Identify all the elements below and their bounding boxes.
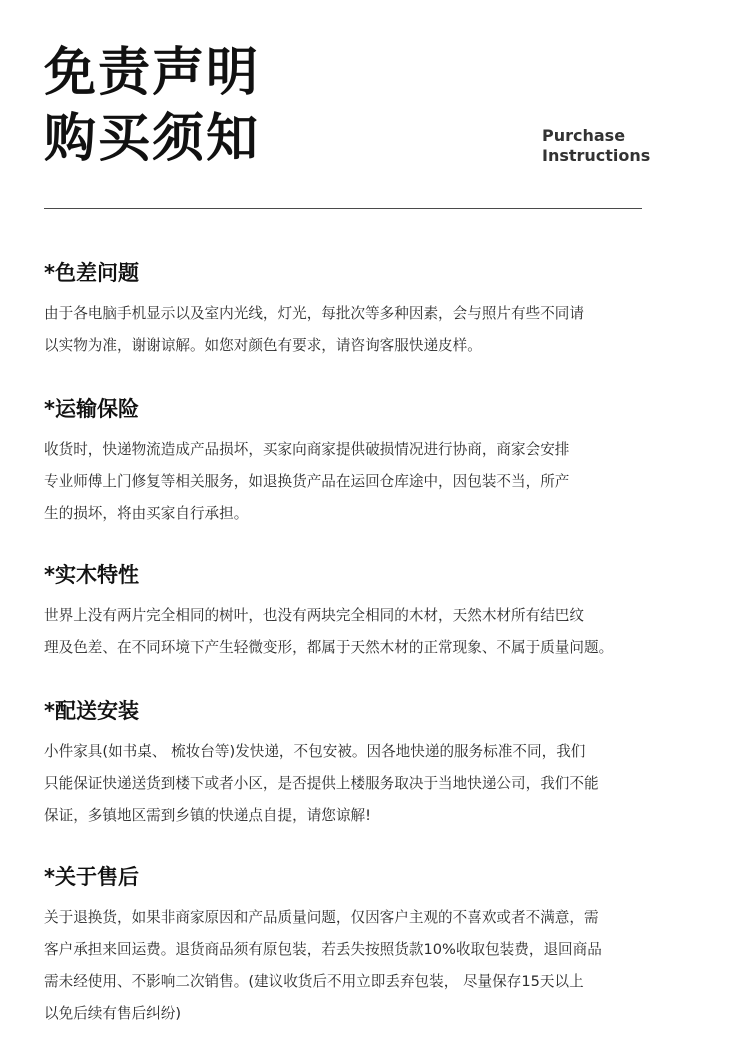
body-line: 以免后续有售后纠纷) (44, 1005, 182, 1022)
section-body (44, 298, 584, 362)
body-line: 生的损坏，将由买家自行承担。 (44, 505, 249, 522)
section-body (44, 434, 569, 530)
page-subtitle-english (542, 126, 650, 166)
body-line: 小件家具(如书桌、 梳妆台等)发快递，不包安被。因各地快递的服务标准不同，我们 (44, 743, 586, 760)
section-title: *色差问题 (44, 261, 139, 285)
page-title-line-2: 购买须知 (44, 109, 261, 169)
body-line: 关于退换货，如果非商家原因和产品质量问题，仅因客户主观的不喜欢或者不满意，需 (44, 909, 599, 926)
body-line: 只能保证快递送货到楼下或者小区，是否提供上楼服务取决于当地快递公司，我们不能 (44, 775, 599, 792)
section-body (44, 736, 599, 832)
section-after-sales (44, 860, 602, 1030)
section-title: *关于售后 (44, 865, 139, 889)
body-line: 由于各电脑手机显示以及室内光线，灯光，每批次等多种因素，会与照片有些不同请 (44, 305, 584, 322)
section-title: *实木特性 (44, 563, 139, 587)
body-line: 世界上没有两片完全相同的树叶，也没有两块完全相同的木材，天然木材所有结巴纹 (44, 607, 584, 624)
header-divider (44, 208, 642, 209)
section-body (44, 600, 613, 664)
section-color-difference (44, 256, 584, 362)
body-line: 收货时，快递物流造成产品损坏，买家向商家提供破损情况进行协商，商家会安排 (44, 441, 570, 458)
subtitle-line-2: Instructions (542, 146, 651, 165)
body-line: 理及色差、在不同环境下产生轻微变形，都属于天然木材的正常现象、不属于质量问题。 (44, 639, 614, 656)
section-delivery-installation (44, 694, 599, 832)
section-title: *运输保险 (44, 397, 139, 421)
page-header (44, 40, 664, 190)
body-line: 保证，多镇地区需到乡镇的快递点自提，请您谅解! (44, 807, 371, 824)
subtitle-line-1: Purchase (542, 126, 626, 145)
body-line: 专业师傅上门修复等相关服务，如退换货产品在运回仓库途中，因包装不当，所产 (44, 473, 570, 490)
section-solid-wood (44, 558, 613, 664)
body-line: 客户承担来回运费。退货商品须有原包装，若丢失按照货款10%收取包装费，退回商品 (44, 941, 602, 958)
section-shipping-insurance (44, 392, 569, 530)
section-title: *配送安装 (44, 699, 139, 723)
page-title-line-1: 免责声明 (44, 43, 261, 103)
section-body (44, 902, 602, 1030)
body-line: 需未经使用、不影响二次销售。(建议收货后不用立即丢弃包装， 尽量保存15天以上 (44, 973, 584, 990)
body-line: 以实物为准，谢谢谅解。如您对颜色有要求，请咨询客服快递皮样。 (44, 337, 482, 354)
